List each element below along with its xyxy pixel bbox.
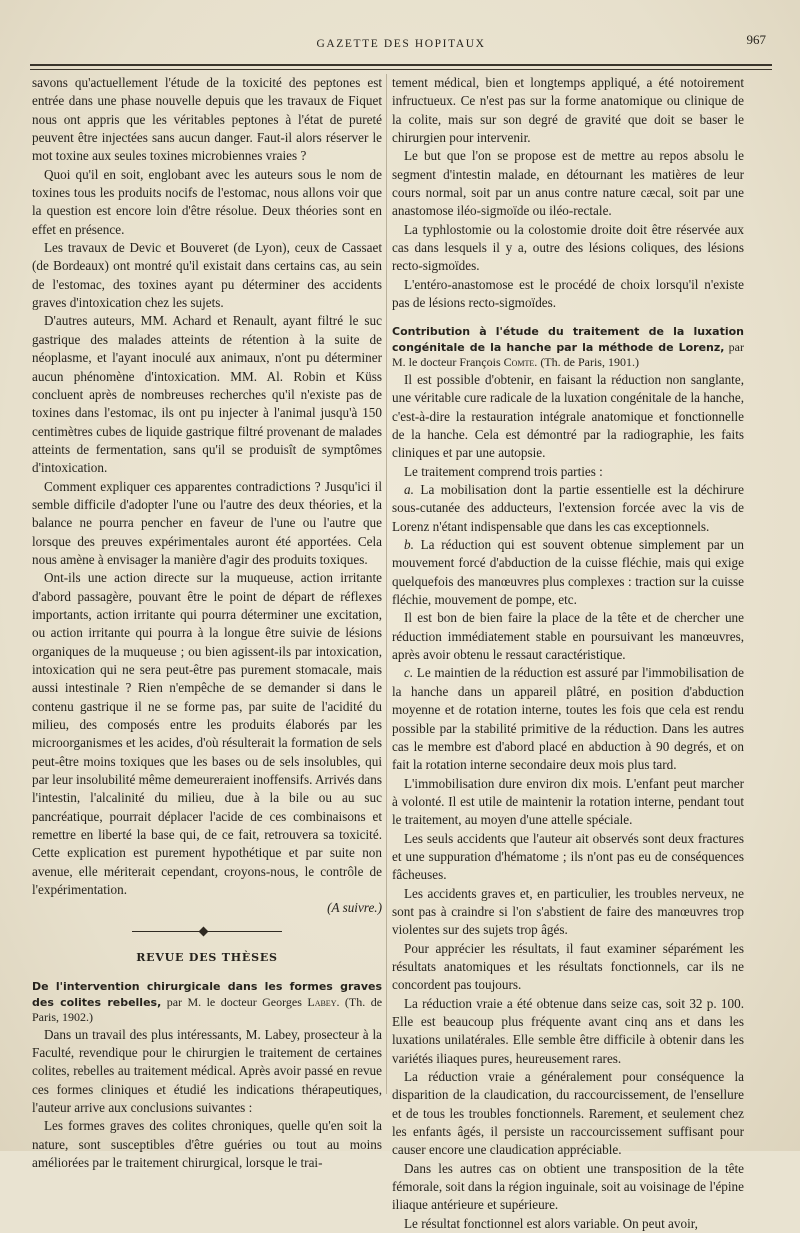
item-text: La réduction qui est souvent obtenue simplement par un mouvement forcé d'abduction de la cuisse fléchie, mais qui exige quelquefois des manœuvres plus complexes : traction sur la cuisse fléchie, mouvement de pompe, etc. — [392, 537, 744, 608]
section-title: REVUE DES THÈSES — [136, 950, 278, 964]
paragraph: Il est possible d'obtenir, en faisant la réduction non sanglante, une véritable cure radicale de la luxation congénitale de la hanche, c'est-à-dire la restauration intégrale anatomique et fonctionnelle de la hanche. Cela est démontré par la radiographie, les faits cliniques et par une autopsie. — [392, 371, 744, 461]
paragraph: Pour apprécier les résultats, il faut examiner séparément les résultats anatomiques et les résultats fonctionnels, car ils ne concordent pas toujours. — [392, 940, 744, 993]
header-rule-thin — [30, 69, 772, 70]
page-header — [30, 32, 772, 62]
to-be-continued: (A suivre.) — [327, 900, 382, 916]
paragraph: Le traitement comprend trois parties : — [404, 463, 603, 479]
thesis-byline: par M. le docteur Georges — [166, 994, 302, 1009]
paragraph: La réduction vraie a généralement pour conséquence la disparition de la claudication, du raccourcissement, de l'ensellure et de tous les troubles fonctionnels. Rarement, et seulement chez les enfants âgés, il persiste un raccourcissement suffisant pour causer encore une claudication appréciable. — [392, 1069, 744, 1158]
thesis-reference: (Th. de Paris, 1901.) — [540, 355, 639, 370]
item-label: a. — [404, 482, 414, 498]
item-text: Le maintien de la réduction est assuré par l'immobilisation de la hanche dans un appareil plâtré, en position d'abduction moyenne et de rotation interne, toutes les fois que cela est rendu possible par la stabilité primitive de la réduction. Dans les autres cas le membre est d'abord placé en abduction à 90 degrés, et on fait la rotation interne secondaire deux mois plus tard. — [392, 665, 744, 773]
thesis-byline: par M. le docteur François — [392, 339, 744, 370]
item-text: La mobilisation dont la partie essentielle est la déchirure sous-cutanée des adducteurs, l'extension forcée avec la vis de Lorenz n'étant indispensable que dans les cas exceptionnels. — [392, 482, 745, 534]
paragraph: Ont-ils une action directe sur la muqueuse, action irritante d'abord passagère, pouvant être le point de départ de réflexes importants, action irritante qui pourra déterminer une excitation, ou action irritante qui pourra à la longue être suivie de lésions organiques de la muqueuse ; ou bien agissent-ils par intoxication, intoxication qui ne sera peut-être pas purement stomacale, mais aussi intestinale ? Rien n'empêche de se demander si dans le contenu gastrique il ne se forme pas, par suite de l'acidité du milieu, des composés entre les produits élaborés par les microorganismes et les acides, d'où résulterait la formation de sels peut-être moins toxiques que les bases ou de sels insolubles, qui par leur insolubilité même demeureraient inoffensifs. Arrivés dans l'intestin, l'alcalinité du milieu, due à la bile ou au suc pancréatique, pourrait déplacer l'acide de ces combinaisons et remettre en liberté la base qui, de ce fait, retrouvera sa toxicité. Cette explication est purement hypothétique et par suite non avenue, elle mériterait cependant, croyons-nous, le contrôle de l'expérimentation. — [32, 570, 382, 898]
paragraph: Les accidents graves et, en particulier, les troubles nerveux, ne sont pas à craindre si l'on s'abstient de faire des manœuvres trop violentes sur des sujets trop âgés. — [392, 885, 744, 938]
paragraph: Les seuls accidents que l'auteur ait observés sont deux fractures et une suppuration d'hématome ; ils n'ont pas eu de conséquences fâcheuses. — [392, 830, 744, 883]
paragraph: Dans un travail des plus intéressants, M. Labey, prosecteur à la Faculté, revendique pour le chirurgien le traitement de certaines colites, rebelles au traitement médical. Après avoir passé en revue ces formes cliniques et étudié les indications thérapeutiques, l'auteur arrive aux conclusions suivantes : — [32, 1026, 382, 1116]
paragraph: La réduction vraie a été obtenue dans seize cas, soit 32 p. 100. Elle est beaucoup plus fréquente avant cinq ans et dans les luxations unilatérales. Elle semble être difficile à obtenir dans les variétés iliaques pures, heureusement rares. — [392, 995, 744, 1066]
thesis-author: Labey. — [307, 994, 340, 1009]
paragraph: Il est bon de bien faire la place de la tête et de chercher une réduction immédiatement stable en poursuivant les manœuvres, après avoir obtenu le ressaut caractéristique. — [392, 610, 744, 663]
paragraph — [392, 536, 744, 609]
paragraph: Les travaux de Devic et Bouveret (de Lyon), ceux de Cassaet (de Bordeaux) ont montré qu'il existait dans certains cas, au sein de l'estomac, des toxines ayant pu déterminer des accidents graves d'intoxication chez les sujets. — [32, 240, 382, 311]
page-number: 967 — [746, 32, 766, 47]
thesis-heading — [392, 324, 744, 371]
paragraph: Le résultat fonctionnel est alors variable. On peut avoir, — [404, 1215, 698, 1231]
thesis-heading — [32, 979, 382, 1026]
right-column — [392, 74, 744, 1233]
paragraph: Quoi qu'il en soit, englobant avec les auteurs sous le nom de toxines tous les produits nocifs de l'estomac, nous allons voir que la question est encore loin d'être résolue. Deux théories sont en effet en présence. — [32, 166, 382, 237]
paragraph: Le but que l'on se propose est de mettre au repos absolu le segment d'intestin malade, en détournant les matières de leur cours normal, soit par un anus contre nature cæcal, soit par une anastomose iléo-sigmoïde ou iléo-rectale. — [392, 148, 744, 219]
item-label: b. — [404, 537, 414, 553]
thesis-title: De l'intervention chirurgicale dans les formes graves des colites rebelles, — [32, 980, 382, 1009]
paragraph: L'entéro-anastomose est le procédé de choix lorsqu'il n'existe pas de lésions recto-sigmoïdes. — [392, 276, 744, 311]
thesis-title: Contribution à l'étude du traitement de la luxation congénitale de la hanche par la méthode de Lorenz, — [392, 325, 744, 354]
section-ornament — [132, 928, 282, 935]
journal-title: GAZETTE DES HOPITAUX — [316, 38, 486, 50]
paragraph: La typhlostomie ou la colostomie droite doit être réservée aux cas dans lesquels il y a, outre des lésions coliques, des lésions recto-sigmoïdes. — [392, 221, 744, 274]
paragraph: D'autres auteurs, MM. Achard et Renault, ayant filtré le suc gastrique des malades atteints de rétention à la suite de néoplasme, et l'ayant inoculé aux animaux, n'ont pu déterminer aucun phénomène d'intoxication. MM. Al. Robin et Küss concluent après de nombreuses recherches qu'il n'existe pas de toxines dans l'estomac, ils ont pu injecter à l'animal jusqu'à 150 centimètres cubes de liquide gastrique filtré provenant de malades atteints de fermentation, sans qu'il se produisît de symptômes d'intoxication. — [32, 313, 382, 476]
header-rule — [30, 64, 772, 66]
paragraph: savons qu'actuellement l'étude de la toxicité des peptones est entrée dans une phase nouvelle depuis que les travaux de Fiquet nous ont appris que les véritables peptones à l'état de pureté peuvent être injectées sans aucun danger. Faut-il alors réserver le mot toxine aux seules toxines microbiennes vraies ? — [32, 75, 382, 164]
paragraph: Dans les autres cas on obtient une transposition de la tête fémorale, soit dans la région inguinale, soit au voisinage de l'épine iliaque antérieure et supérieure. — [392, 1160, 744, 1213]
thesis-reference: (Th. de Paris, 1902.) — [32, 994, 383, 1025]
left-column — [32, 74, 382, 1172]
paragraph — [392, 481, 744, 536]
paragraph: Les formes graves des colites chroniques, quelle qu'en soit la nature, sont susceptibles d'être guéries ou tout au moins améliorées par le traitement chirurgical, lorsque le trai- — [32, 1118, 382, 1171]
item-label: c. — [404, 665, 414, 681]
column-divider — [386, 74, 387, 1094]
paragraph — [392, 664, 744, 774]
paragraph: L'immobilisation dure environ dix mois. L'enfant peut marcher à volonté. Il est utile de maintenir la rotation interne, pendant tout le traitement, au moyen d'une attelle spéciale. — [392, 775, 744, 828]
paragraph: Comment expliquer ces apparentes contradictions ? Jusqu'ici il semble difficile d'adopter l'une ou l'autre des deux théories, et la balance ne pourra pencher en faveur de l'une ou l'autre que lorsque des preuves expérimentales auront été apportées. Cela nous amène à envisager la manière d'agir des produits toxiques. — [32, 478, 382, 567]
thesis-author: Comte. — [503, 355, 538, 370]
paragraph: tement médical, bien et longtemps appliqué, a été notoirement infructueux. Ce n'est pas sur la forme anatomique ou clinique de la colite, mais sur son degré de gravité que doit se baser le chirurgien pour intervenir. — [392, 75, 744, 146]
